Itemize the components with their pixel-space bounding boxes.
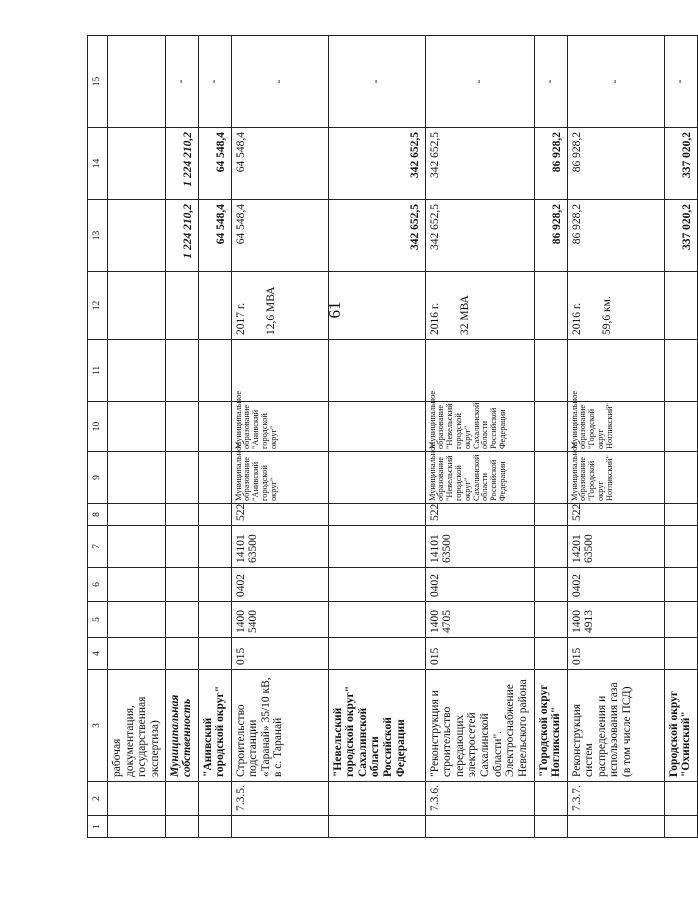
amount-cell: 86 928,2 <box>534 128 567 200</box>
amount-cell: 64 548,4 <box>231 128 328 200</box>
amount-cell: 64 548,4 <box>231 200 328 272</box>
owner-cell: Муниципальное образование "Городской округ Ногликский" <box>567 402 664 452</box>
amount-cell: 337 020,2 <box>664 200 697 272</box>
table-row <box>198 36 231 838</box>
table-row <box>108 36 166 838</box>
dash-cell: - <box>567 36 664 128</box>
column-number-row <box>88 36 108 838</box>
code-cell: 015 <box>425 638 534 670</box>
item-number: 7.3.7. <box>567 782 664 816</box>
owner-cell: Муниципальное образование "Анивский городской округ" <box>231 402 328 452</box>
amount-cell: 86 928,2 <box>567 128 664 200</box>
capacity-cell <box>231 272 328 340</box>
column-number: 15 <box>88 36 108 128</box>
amount-cell: 1 224 210,2 <box>165 128 198 200</box>
dash-cell: - <box>231 36 328 128</box>
code-cell: 522 <box>425 504 534 526</box>
municipality-title: "Городской округ Ногликский" <box>534 670 567 782</box>
municipality-title: "Анивский городской округ" <box>198 670 231 782</box>
item-number: 7.3.6. <box>425 782 534 816</box>
code-cell: 14101 63500 <box>425 526 534 568</box>
completion-year: 2017 г. <box>234 302 247 335</box>
column-number: 8 <box>88 504 108 526</box>
capacity-value: 59,6 км. <box>601 296 614 335</box>
column-number: 4 <box>88 638 108 670</box>
column-number: 9 <box>88 452 108 504</box>
page-number: 61 <box>325 301 344 319</box>
dash-cell: - <box>534 36 567 128</box>
completion-year: 2016 г. <box>428 302 441 335</box>
amount-cell: 342 652,5 <box>328 128 425 200</box>
customer-cell: Муниципальное образование "Невельский городской округ" Сахалинской области Российской Федерации <box>425 452 534 504</box>
code-cell: 14101 63500 <box>231 526 328 568</box>
rotated-page-content <box>87 36 693 838</box>
table-row <box>231 36 328 838</box>
capacity-value: 32 МВА <box>459 295 472 335</box>
column-number: 14 <box>88 128 108 200</box>
column-number: 1 <box>88 816 108 838</box>
column-number: 12 <box>88 272 108 340</box>
table-row <box>664 36 697 838</box>
amount-cell: 64 548,4 <box>198 200 231 272</box>
empty-cell <box>425 340 534 402</box>
capacity-cell <box>425 272 534 340</box>
column-number: 10 <box>88 402 108 452</box>
code-cell: 0402 <box>425 568 534 602</box>
object-name: Реконструкция систем распределения и использования газа (в том числе ПСД) <box>567 670 664 782</box>
amount-cell: 342 652,5 <box>328 200 425 272</box>
empty-cell <box>231 340 328 402</box>
capacity-cell <box>567 272 664 340</box>
code-cell: 0402 <box>231 568 328 602</box>
capacity-value: 12,6 МВА <box>265 286 278 335</box>
amount-cell: 1 224 210,2 <box>165 200 198 272</box>
amount-cell: 337 020,2 <box>664 128 697 200</box>
object-name: рабочая документация, государственная экспертиза) <box>108 670 166 782</box>
table-row <box>567 36 664 838</box>
column-number: 7 <box>88 526 108 568</box>
code-cell: 522 <box>231 504 328 526</box>
table-row <box>534 36 567 838</box>
customer-cell: Муниципальное образование "Городской округ Ногликский" <box>567 452 664 504</box>
section-title: Муниципальная собственность <box>165 670 198 782</box>
column-number: 13 <box>88 200 108 272</box>
table-row <box>328 36 425 838</box>
code-cell: 1400 4705 <box>425 602 534 638</box>
table-row <box>165 36 198 838</box>
column-number: 2 <box>88 782 108 816</box>
column-number: 3 <box>88 670 108 782</box>
code-cell: 522 <box>567 504 664 526</box>
column-number: 11 <box>88 340 108 402</box>
column-number: 6 <box>88 568 108 602</box>
owner-cell: Муниципальное образование "Невельский городской округ" Сахалинской области Российской Федерации <box>425 402 534 452</box>
dash-cell: - <box>425 36 534 128</box>
amount-cell: 342 652,5 <box>425 200 534 272</box>
column-number: 5 <box>88 602 108 638</box>
object-name: "Реконструкция и строительство передающих электросетей Сахалинской области". Электроснабжение Невельского района <box>425 670 534 782</box>
amount-cell: 342 652,5 <box>425 128 534 200</box>
empty-cell <box>567 340 664 402</box>
dash-cell: - <box>328 36 425 128</box>
code-cell: 015 <box>567 638 664 670</box>
dash-cell: - <box>165 36 198 128</box>
code-cell: 1400 5400 <box>231 602 328 638</box>
code-cell: 1400 4913 <box>567 602 664 638</box>
dash-cell: - <box>198 36 231 128</box>
amount-cell: 86 928,2 <box>534 200 567 272</box>
item-number: 7.3.5. <box>231 782 328 816</box>
amount-cell: 64 548,4 <box>198 128 231 200</box>
dash-cell: - <box>664 36 697 128</box>
code-cell: 015 <box>231 638 328 670</box>
code-cell: 0402 <box>567 568 664 602</box>
customer-cell: Муниципальное образование "Анивский городской округ" <box>231 452 328 504</box>
table-row <box>425 36 534 838</box>
municipality-title: "Невельский городской округ" Сахалинской области Российской Федерации <box>328 670 425 782</box>
completion-year: 2016 г. <box>570 302 583 335</box>
municipality-title: Городской округ "Охинский" <box>664 670 697 782</box>
object-name: Строительство подстанции «Таранай» 35/10 кВ, в с. Таранай <box>231 670 328 782</box>
investment-table <box>87 35 698 838</box>
code-cell: 14201 63500 <box>567 526 664 568</box>
amount-cell: 86 928,2 <box>567 200 664 272</box>
